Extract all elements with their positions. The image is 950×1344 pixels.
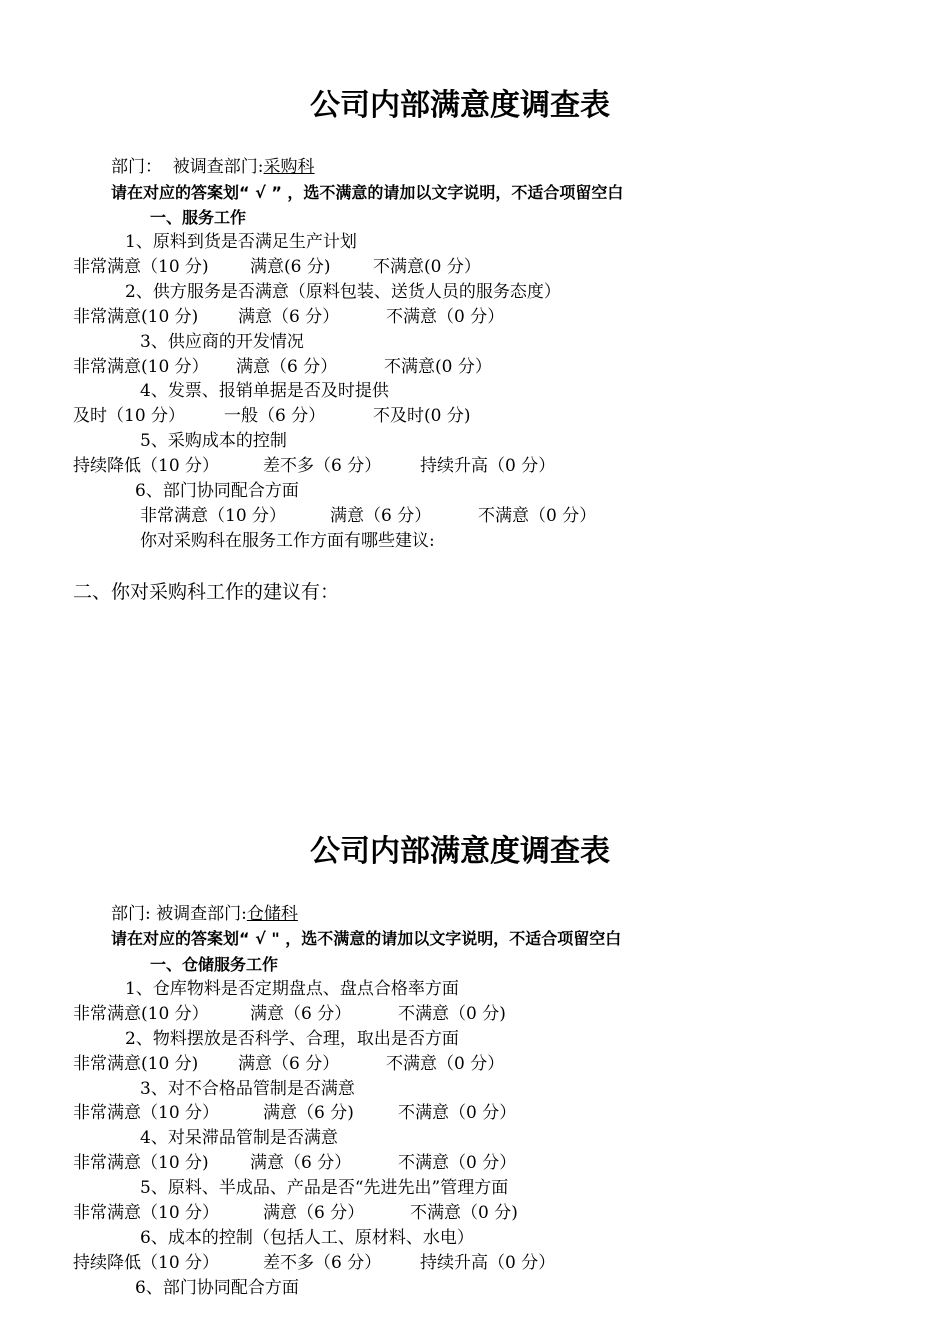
form1-section1-heading: 一、服务工作 [150, 208, 247, 227]
form2-section1-heading: 一、仓储服务工作 [150, 955, 279, 974]
form1-q2-opt2: 满意（6 分） [238, 307, 340, 327]
form1-q5-opt2: 差不多（6 分） [263, 456, 382, 476]
form1-q2-opt3: 不满意（0 分） [386, 307, 505, 327]
form1-instruction: 请在对应的答案划“ √ ” ，选不满意的请加以文字说明，不适合项留空白 [111, 183, 624, 202]
form1-q3-opt1: 非常满意(10 分） [73, 357, 209, 377]
form1-q4: 4、发票、报销单据是否及时提供 [140, 381, 389, 401]
form2-instruction: 请在对应的答案划“ √ " ，选不满意的请加以文字说明，不适合项留空白 [111, 929, 622, 948]
form2-q6-opt3: 持续升高（0 分） [420, 1253, 556, 1273]
form1-q5-opt3: 持续升高（0 分） [420, 456, 556, 476]
form2-q1-opt3: 不满意（0 分) [398, 1004, 506, 1024]
form2-q6: 6、成本的控制（包括人工、原材料、水电） [140, 1228, 474, 1248]
form1-dept-label: 部门： 被调查部门: [111, 157, 264, 177]
form1-q1-opt1: 非常满意（10 分) [73, 257, 209, 277]
form1-dept-line [111, 156, 315, 178]
form2-title: 公司内部满意度调查表 [310, 834, 610, 869]
form2-q3-opt2: 满意（6 分) [263, 1103, 354, 1123]
form2-q1-opt2: 满意（6 分） [250, 1004, 352, 1024]
form2-q1: 1、仓库物料是否定期盘点、盘点合格率方面 [125, 979, 459, 999]
form1-dept-value: 采购科 [263, 157, 315, 177]
form1-q1: 1、原料到货是否满足生产计划 [125, 232, 357, 252]
form1-q6-opt1: 非常满意（10 分） [140, 506, 287, 526]
form2-q4-opt1: 非常满意（10 分) [73, 1153, 209, 1173]
form2-q2-opt1: 非常满意(10 分) [73, 1054, 199, 1074]
form2-q3: 3、对不合格品管制是否满意 [140, 1079, 355, 1099]
form1-q6-opt2: 满意（6 分） [330, 506, 432, 526]
form2-q5-opt2: 满意（6 分） [263, 1203, 365, 1223]
form1-q1-opt3: 不满意(0 分） [373, 257, 481, 277]
form2-q6-opt2: 差不多（6 分） [263, 1253, 382, 1273]
form2-q4-opt2: 满意（6 分） [250, 1153, 352, 1173]
form1-q6: 6、部门协同配合方面 [135, 481, 299, 501]
form2-q1-opt1: 非常满意(10 分） [73, 1004, 209, 1024]
form1-q4-opt1: 及时（10 分） [73, 406, 186, 426]
form1-title: 公司内部满意度调查表 [310, 88, 610, 123]
form1-q6-opt3: 不满意（0 分） [478, 506, 597, 526]
form2-q2-opt2: 满意（6 分） [238, 1054, 340, 1074]
form1-q3-opt2: 满意（6 分） [236, 357, 338, 377]
form1-q2-opt1: 非常满意(10 分) [73, 307, 199, 327]
form1-section2-heading: 二、你对采购科工作的建议有： [73, 581, 340, 603]
form2-q3-opt3: 不满意（0 分） [398, 1103, 517, 1123]
form2-dept-line [111, 903, 298, 925]
form1-q1-opt2: 满意(6 分) [250, 257, 331, 277]
form2-q7: 6、部门协同配合方面 [135, 1278, 299, 1298]
form1-q2: 2、供方服务是否满意（原料包装、送货人员的服务态度） [125, 282, 561, 302]
form2-q5-opt1: 非常满意（10 分） [73, 1203, 220, 1223]
form2-dept-label: 部门: 被调查部门: [111, 904, 247, 924]
form2-dept-value: 仓储科 [246, 904, 298, 924]
form1-q3-opt3: 不满意(0 分） [384, 357, 492, 377]
form2-q2-opt3: 不满意（0 分） [386, 1054, 505, 1074]
form1-q5-opt1: 持续降低（10 分） [73, 456, 220, 476]
form2-q2: 2、物料摆放是否科学、合理，取出是否方面 [125, 1029, 459, 1049]
form1-q5: 5、采购成本的控制 [140, 431, 287, 451]
form2-q3-opt1: 非常满意（10 分） [73, 1103, 220, 1123]
form2-q5: 5、原料、半成品、产品是否“先进先出”管理方面 [140, 1178, 509, 1198]
form1-q3: 3、供应商的开发情况 [140, 332, 304, 352]
form2-q5-opt3: 不满意（0 分) [410, 1203, 518, 1223]
form2-q6-opt1: 持续降低（10 分） [73, 1253, 220, 1273]
form2-q4: 4、对呆滞品管制是否满意 [140, 1128, 338, 1148]
form1-q4-opt3: 不及时(0 分) [373, 406, 471, 426]
form1-q4-opt2: 一般（6 分） [224, 406, 326, 426]
form2-q4-opt3: 不满意（0 分） [398, 1153, 517, 1173]
form1-service-suggestion: 你对采购科在服务工作方面有哪些建议: [140, 531, 435, 551]
